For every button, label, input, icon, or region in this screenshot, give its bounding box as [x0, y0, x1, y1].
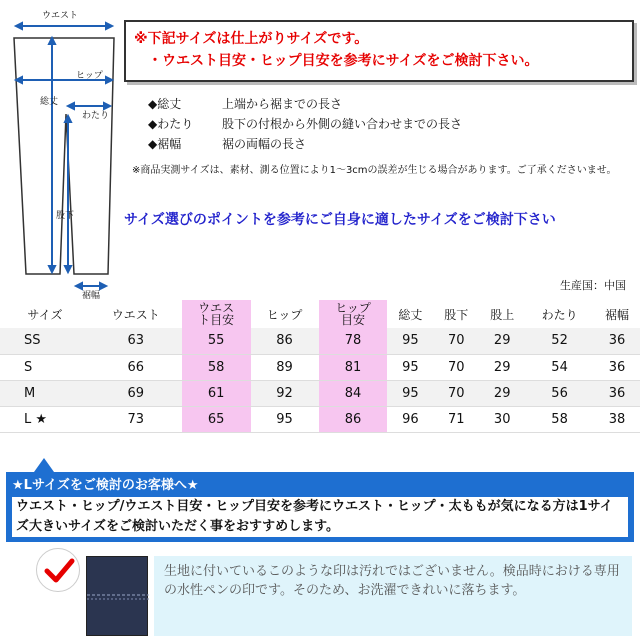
fabric-mark-sample-image — [86, 556, 148, 636]
table-row: SS 63 55 86 78 95 70 29 52 36 — [0, 328, 640, 354]
header-inseam: 股下 — [444, 307, 469, 322]
diagram-waist-label: ウエスト — [42, 11, 79, 21]
definition-row: ◆裾幅 裾の両幅の長さ — [148, 137, 307, 151]
advice-text: ウエスト・ヒップ/ウエスト目安・ヒップ目安を参考にウエスト・ヒップ・太ももが気になる方は1サイズ大きいサイズをご検討いただく事をおすすめします。 — [12, 497, 628, 537]
table-row: L ★ 73 65 95 86 96 71 30 58 38 — [0, 406, 640, 432]
diagram-hip-label: ヒップ — [76, 71, 103, 81]
mark-note-box — [154, 556, 632, 636]
diagram-hem-label: 裾幅 — [82, 291, 101, 300]
header-waist-guide: ウエスト目安 — [182, 300, 251, 328]
l-size-advice-box — [6, 472, 634, 542]
header-waist: ウエスト — [111, 307, 160, 322]
table-row: S 66 58 89 81 95 70 29 54 36 — [0, 354, 640, 380]
bubble-tail — [34, 458, 54, 472]
country-of-origin: 生産国：中国 — [560, 279, 626, 292]
header-length: 総丈 — [398, 307, 423, 322]
notice-line-1: ※下記サイズは仕上がりサイズです。 — [134, 31, 369, 47]
measurement-definitions — [148, 94, 462, 154]
notice-line-2: ・ウエスト目安・ヒップ目安を参考にサイズをご検討下さい。 — [148, 53, 539, 69]
definition-row: ◆総丈 上端から裾までの長さ — [148, 97, 343, 111]
size-notice-box — [124, 20, 634, 82]
advice-title: ★Lサイズをご検討のお客様へ★ — [12, 478, 199, 493]
size-table — [0, 300, 640, 433]
header-hip: ヒップ — [266, 307, 303, 322]
table-row: M 69 61 92 84 95 70 29 56 36 — [0, 380, 640, 406]
diagram-inseam-label: 股下 — [56, 211, 75, 221]
checkmark-icon — [36, 548, 80, 592]
definition-row: ◆わたり 股下の付根から外側の縫い合わせまでの長さ — [148, 117, 463, 131]
header-hip-guide: ヒップ目安 — [319, 300, 388, 328]
table-header-row — [0, 300, 640, 328]
size-point-text: サイズ選びのポイントを参考にご自身に適したサイズをご検討下さい — [124, 212, 556, 228]
header-thigh: わたり — [541, 307, 578, 322]
measurement-note: ※商品実測サイズは、素材、測る位置により1～3cmの誤差が生じる場合があります。ご了承くださいませ。 — [132, 165, 617, 176]
header-size: サイズ — [27, 307, 63, 322]
diagram-length-label: 総丈 — [40, 97, 59, 107]
header-rise: 股上 — [490, 307, 515, 322]
pants-measurement-diagram — [4, 4, 122, 300]
mark-note-text: 生地に付いているこのような印は汚れではございません。検品時における専用の水性ペンの印です。そのため、お洗濯できれいに落ちます。 — [164, 564, 620, 598]
header-hem: 裾幅 — [604, 307, 629, 322]
diagram-thigh-label: わたり — [82, 111, 110, 121]
